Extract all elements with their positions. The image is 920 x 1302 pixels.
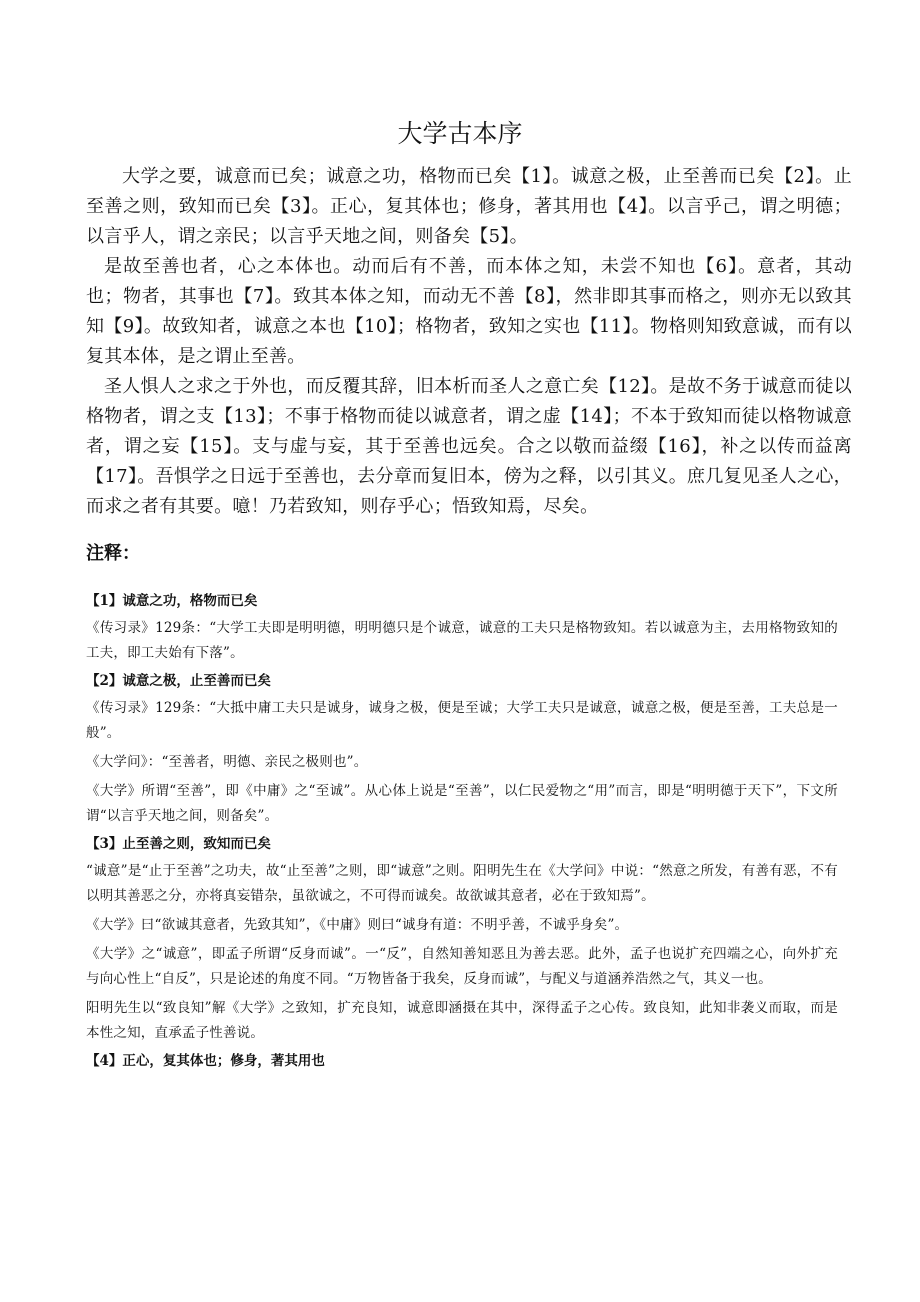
preface-paragraph-3: 圣人惧人之求之于外也，而反覆其辞，旧本析而圣人之意亡矣【12】。是故不务于诚意而徒以格物者，谓之支【13】；不事于格物而徒以诚意者，谓之虚【14】；不本于致知而徒以格物诚意者，谓之妄【15】。支与虚与妄，其于至善也远矣。合之以敬而益缀【16】，补之以传而益离【17】。吾惧学之日远于至善也，去分章而复旧本，傍为之释，以引其义。庶几复见圣人之心，而求之者有其要。噫！乃若致知，则存乎心；悟致知焉，尽矣。: [86, 376, 852, 517]
note-text: 《大学》所谓“至善”，即《中庸》之“至诚”。从心体上说是“至善”，以仁民爱物之“用”而言，即是“明明德于天下”，下文所谓“以言乎天地之间，则备矣”。: [86, 783, 838, 824]
preface-body: [86, 162, 852, 522]
document-title: 大学古本序: [397, 119, 523, 148]
note-head: 【3】止至善之则，致知而已矣: [86, 836, 271, 852]
note-head: 【1】诚意之功，格物而已矣: [86, 593, 258, 609]
note-text: “诚意”是“止于至善”之功夫，故“止至善”之则，即“诚意”之则。阳明先生在《大学问》中说：“然意之所发，有善有恶，不有以明其善恶之分，亦将真妄错杂，虽欲诚之，不可得而诚矣。故欲诚其意者，必在于致知焉”。: [86, 863, 838, 904]
note-head: 【4】正心，复其体也；修身，著其用也: [86, 1053, 325, 1069]
note-text: 《大学问》：“至善者，明德、亲民之极则也”。: [86, 754, 368, 770]
preface-paragraph-2: 是故至善也者，心之本体也。动而后有不善，而本体之知，未尝不知也【6】。意者，其动也；物者，其事也【7】。致其本体之知，而动无不善【8】，然非即其事而格之，则亦无以致其知【9】。故致知者，诚意之本也【10】；格物者，致知之实也【11】。物格则知致意诚，而有以复其本体，是之谓止至善。: [86, 256, 852, 367]
note-text: 《传习录》129条：“大学工夫即是明明德，明明德只是个诚意，诚意的工夫只是格物致知。若以诚意为主，去用格物致知的工夫，即工夫始有下落”。: [86, 620, 838, 661]
note-text: 《传习录》129条：“大抵中庸工夫只是诚身，诚身之极，便是至诚；大学工夫只是诚意，诚意之极，便是至善，工夫总是一般”。: [86, 700, 838, 741]
note-head: 【2】诚意之极，止至善而已矣: [86, 673, 271, 689]
note-text: 《大学》之“诚意”，即孟子所谓“反身而诚”。一“反”，自然知善知恶且为善去恶。此外，孟子也说扩充四端之心，向外扩充与向心性上“自反”，只是论述的角度不同。“万物皆备于我矣，反身而诚”，与配义与道涵养浩然之气，其义一也。: [86, 946, 838, 987]
note-4: [86, 1050, 838, 1072]
preface-paragraph-1: 大学之要，诚意而已矣；诚意之功，格物而已矣【1】。诚意之极，止至善而已矣【2】。止至善之则，致知而已矣【3】。正心，复其体也；修身，著其用也【4】。以言乎己，谓之明德；以言乎人，谓之亲民；以言乎天地之间，则备矣【5】。: [86, 166, 852, 247]
note-2: [86, 670, 838, 829]
note-3: [86, 833, 838, 1046]
notes-heading: 注释：: [86, 543, 140, 564]
note-text: 《大学》曰“欲诚其意者，先致其知”，《中庸》则曰“诚身有道：不明乎善，不诚乎身矣”。: [86, 917, 629, 933]
notes-section: [86, 590, 838, 1076]
note-1: [86, 590, 838, 666]
note-text: 阳明先生以“致良知”解《大学》之致知，扩充良知，诚意即涵摄在其中，深得孟子之心传。致良知，此知非袭义而取，而是本性之知，直承孟子性善说。: [86, 1000, 838, 1041]
